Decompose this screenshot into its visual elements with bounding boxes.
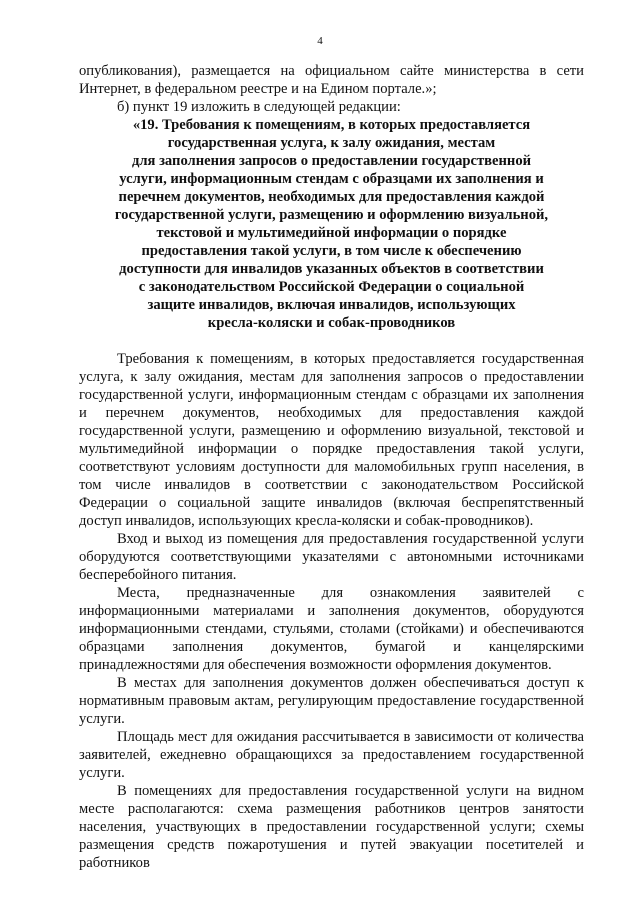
heading-line: предоставления такой услуги, в том числе к обеспечению [141, 243, 522, 259]
section-heading [79, 116, 584, 332]
heading-line: доступности для инвалидов указанных объектов в соответствии [119, 261, 544, 277]
heading-line: услуги, информационным стендам с образцами их заполнения и [119, 171, 544, 187]
body-paragraph: В местах для заполнения документов должен обеспечиваться доступ к нормативным правовым актам, регулирующим предоставление государственной услуги. [79, 675, 584, 727]
intro-paragraph-1: опубликования), размещается на официальном сайте министерства в сети Интернет, в федеральном реестре и на Едином портале.»; [79, 63, 584, 97]
intro-paragraph-2: б) пункт 19 изложить в следующей редакции: [117, 99, 401, 115]
heading-line: кресла-коляски и собак-проводников [207, 315, 456, 331]
heading-line: перечнем документов, необходимых для предоставления каждой [118, 189, 545, 205]
heading-line: для заполнения запросов о предоставлении государственной [131, 153, 532, 169]
body-paragraph: Вход и выход из помещения для предоставления государственной услуги оборудуются соответствующими указателями с автономными источниками бесперебойного питания. [79, 531, 584, 583]
body-paragraph: В помещениях для предоставления государственной услуги на видном месте располагаются: схема размещения работников центров занятости населения, участвующих в предоставлении государственной услуги; схемы размещения средств пожаротушения и путей эвакуации посетителей и работников [79, 783, 584, 871]
heading-line: текстовой и мультимедийной информации о порядке [156, 225, 507, 241]
heading-line: государственной услуги, размещению и оформлению визуальной, [114, 207, 549, 223]
heading-line: защите инвалидов, включая инвалидов, использующих [147, 297, 516, 313]
spacer [79, 332, 584, 350]
body-paragraph: Места, предназначенные для ознакомления заявителей с информационными материалами и заполнения документов, оборудуются информационными стендами, стульями, столами (стойками) и обеспечиваются образцами заполнения документов, бумагой и канцелярскими принадлежностями для обеспечения возможности оформления документов. [79, 585, 584, 673]
body-paragraph: Требования к помещениям, в которых предоставляется государственная услуга, к залу ожидания, местам для заполнения запросов о предоставлении государственной услуги, информационным стендам с образцами их заполнения и перечнем документов, необходимых для предоставления каждой государственной услуги, размещению и оформлению визуальной, текстовой и мультимедийной информации о порядке предоставления такой услуги, соответствуют условиям доступности для маломобильных групп населения, в том числе инвалидов в соответствии с законодательством Российской Федерации о социальной защите инвалидов (включая беспрепятственный доступ инвалидов, использующих кресла-коляски и собак-проводников). [79, 351, 584, 529]
page-number: 4 [317, 35, 323, 47]
document-body [79, 62, 584, 872]
heading-line: «19. Требования к помещениям, в которых предоставляется [132, 117, 531, 133]
heading-line: с законодательством Российской Федерации о социальной [138, 279, 525, 295]
heading-line: государственная услуга, к залу ожидания, местам [167, 135, 496, 151]
body-paragraph: Площадь мест для ожидания рассчитывается в зависимости от количества заявителей, ежедневно обращающихся за предоставлением государственной услуги. [79, 729, 584, 781]
